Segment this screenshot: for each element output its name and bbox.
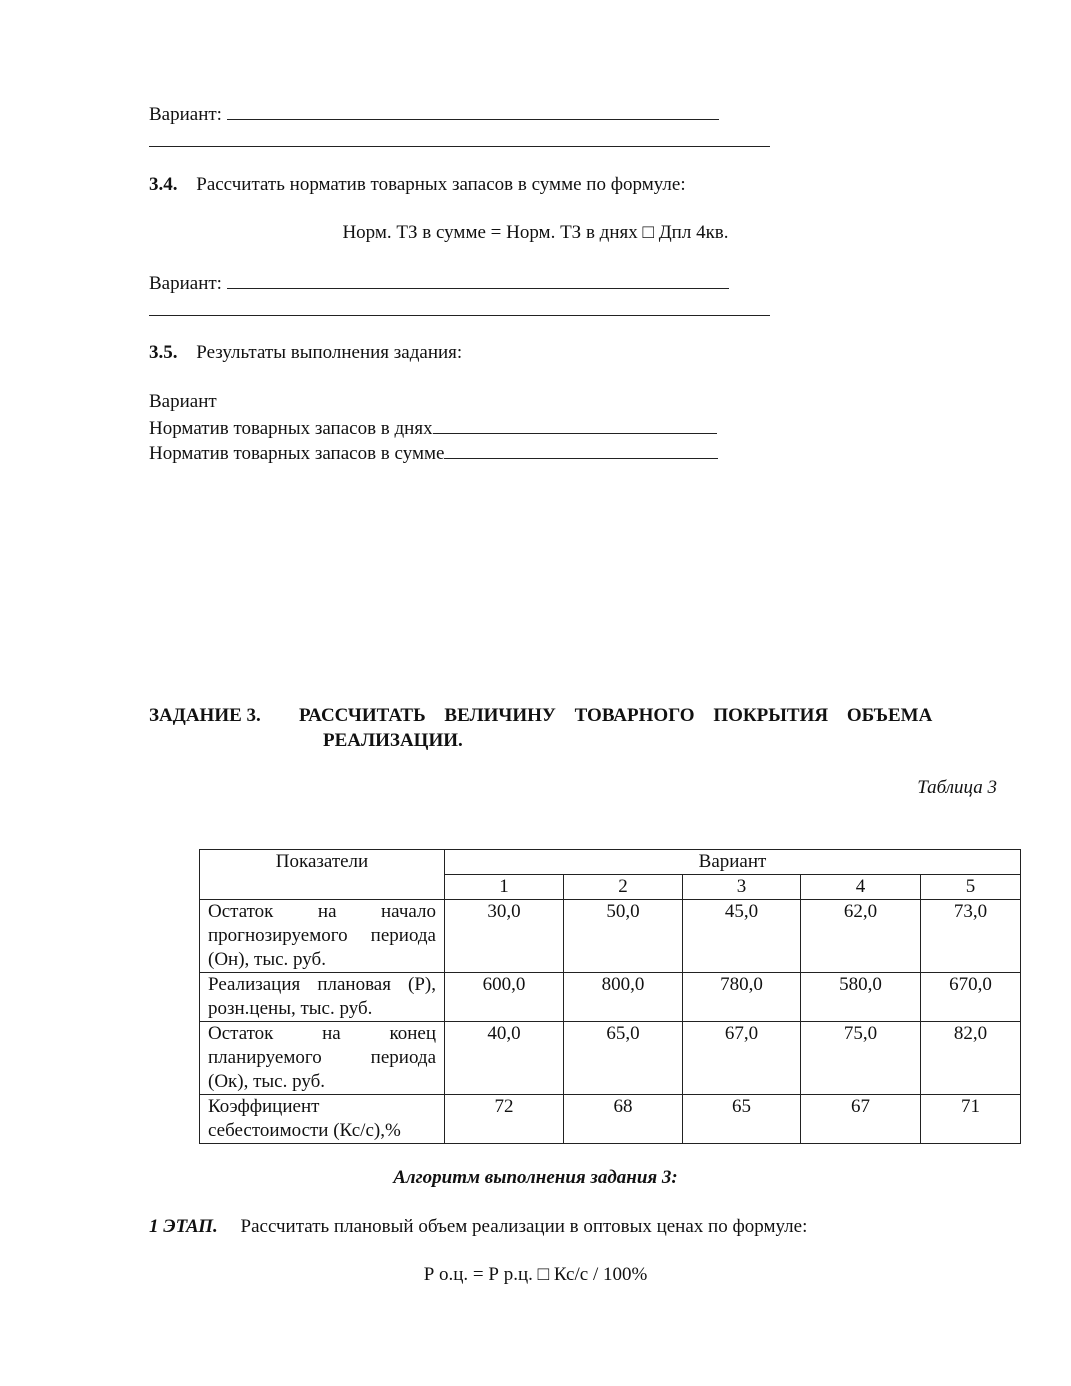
answer-blank-full[interactable] (149, 315, 770, 316)
section-3-5-heading (149, 342, 462, 365)
table-cell: 50,0 (564, 900, 683, 973)
formula-stage-1: Р о.ц. = Р р.ц. □ Кс/с / 100% (423, 1264, 648, 1285)
formula-3-4: Норм. ТЗ в сумме = Норм. ТЗ в днях □ Дпл 4кв. (342, 222, 729, 243)
task-title-line1-wrap (299, 705, 997, 728)
variant-number: 4 (801, 875, 921, 900)
answer-blank-full[interactable] (149, 146, 770, 147)
table-cell: 65,0 (564, 1022, 683, 1095)
table-header-row (200, 850, 1021, 875)
variant-number: 2 (564, 875, 683, 900)
task-title-line2: РЕАЛИЗАЦИИ. (323, 729, 463, 751)
answer-blank[interactable] (444, 440, 718, 459)
variant-label: Вариант: (149, 104, 222, 125)
algorithm-title: Алгоритм выполнения задания 3: (393, 1167, 678, 1188)
table-cell: 800,0 (564, 973, 683, 1022)
row-label: Остаток на конец планируемого периода (Ок), тыс. руб. (200, 1022, 445, 1095)
results-days-label: Норматив товарных запасов в днях (149, 418, 433, 439)
task-3-heading (149, 705, 997, 753)
table-caption: Таблица 3 (917, 777, 997, 798)
table-cell: 72 (445, 1095, 564, 1144)
variant-line-2 (149, 270, 729, 296)
section-title: Результаты выполнения задания: (196, 342, 463, 363)
table-cell: 82,0 (921, 1022, 1021, 1095)
table-cell: 67 (801, 1095, 921, 1144)
row-label: Коэффициент себестоимости (Кс/с),% (200, 1095, 445, 1144)
variant-line-1 (149, 101, 719, 127)
variant-number: 3 (683, 875, 801, 900)
table-cell: 75,0 (801, 1022, 921, 1095)
table-cell: 600,0 (445, 973, 564, 1022)
table-cell: 45,0 (683, 900, 801, 973)
variant-number: 1 (445, 875, 564, 900)
answer-blank[interactable] (433, 415, 717, 434)
table-cell: 73,0 (921, 900, 1021, 973)
section-title: Рассчитать норматив товарных запасов в сумме по формуле: (196, 174, 686, 195)
table-cell: 580,0 (801, 973, 921, 1022)
table-row (200, 973, 1021, 1022)
indicators-table (199, 849, 1021, 1144)
table-cell: 71 (921, 1095, 1021, 1144)
table-cell: 67,0 (683, 1022, 801, 1095)
results-variant: Вариант (149, 391, 217, 412)
table-row (200, 1022, 1021, 1095)
stage-1-line (149, 1216, 807, 1239)
answer-blank[interactable] (227, 101, 719, 120)
table-cell: 68 (564, 1095, 683, 1144)
results-sum-label: Норматив товарных запасов в сумме (149, 443, 445, 464)
results-sum-line (149, 440, 718, 466)
answer-blank[interactable] (227, 270, 729, 289)
row-label: Реализация плановая (Р), розн.цены, тыс. руб. (200, 973, 445, 1022)
header-indicators: Показатели (200, 850, 445, 900)
results-days-line (149, 415, 717, 441)
section-number: 3.4. (149, 174, 178, 195)
table-cell: 65 (683, 1095, 801, 1144)
variant-number: 5 (921, 875, 1021, 900)
task-title-line1: РАССЧИТАТЬ ВЕЛИЧИНУ ТОВАРНОГО ПОКРЫТИЯ ОБЪЕМА (299, 705, 933, 726)
stage-text: Рассчитать плановый объем реализации в оптовых ценах по формуле: (240, 1216, 808, 1237)
table-row (200, 900, 1021, 973)
table-cell: 62,0 (801, 900, 921, 973)
stage-label: 1 ЭТАП. (149, 1216, 218, 1237)
table-cell: 780,0 (683, 973, 801, 1022)
task-label: ЗАДАНИЕ 3. (149, 705, 261, 726)
section-3-4-heading (149, 174, 686, 197)
table-cell: 30,0 (445, 900, 564, 973)
table-row (200, 1095, 1021, 1144)
row-label: Остаток на начало прогнозируемого периода (Он), тыс. руб. (200, 900, 445, 973)
table-cell: 670,0 (921, 973, 1021, 1022)
header-variant: Вариант (445, 850, 1021, 875)
variant-label: Вариант: (149, 273, 222, 294)
table-cell: 40,0 (445, 1022, 564, 1095)
section-number: 3.5. (149, 342, 178, 363)
